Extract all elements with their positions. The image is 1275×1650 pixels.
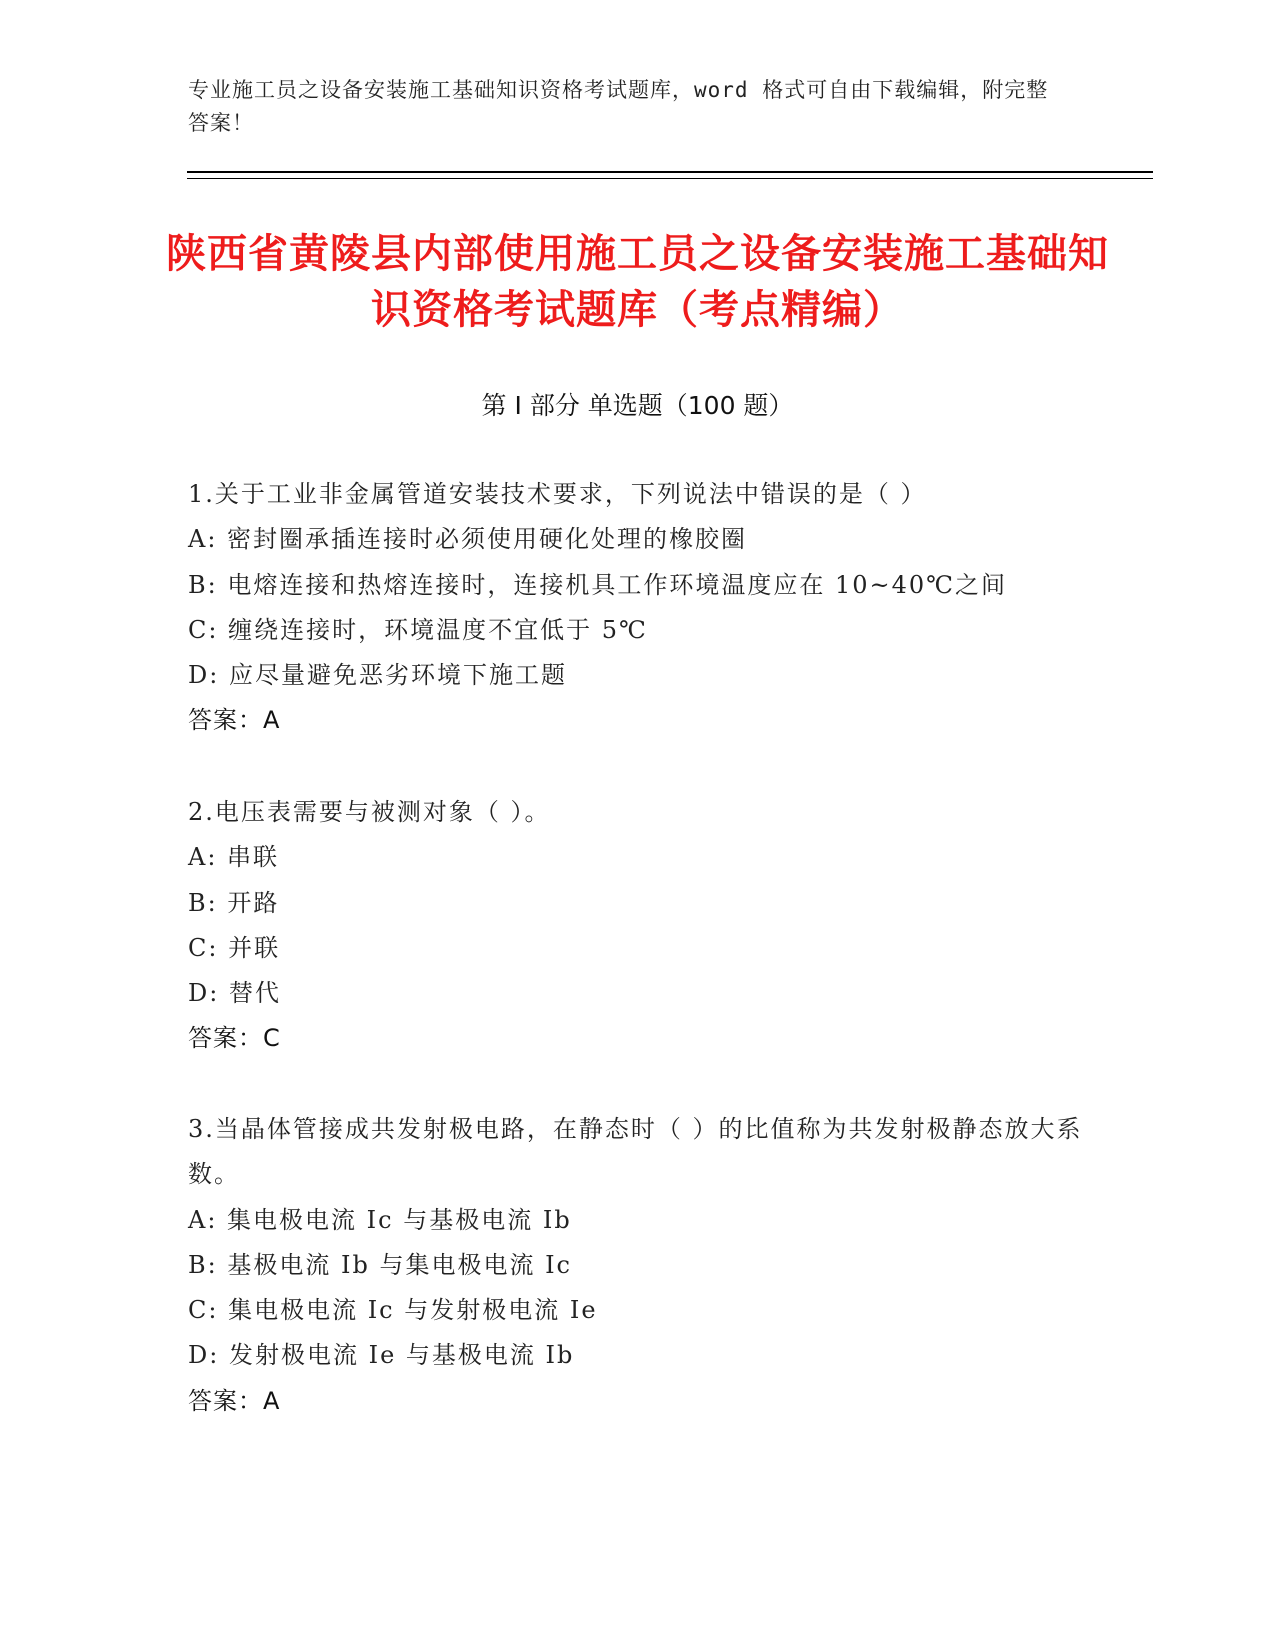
option-b: B: 开路 — [188, 888, 280, 917]
answer-label: 答案：A — [188, 1386, 281, 1415]
question-stem: 2.电压表需要与被测对象（ ）。 — [188, 798, 551, 826]
option-b: B: 电熔连接和热熔连接时，连接机具工作环境温度应在 10~40℃之间 — [188, 570, 1008, 599]
option-c: C: 并联 — [188, 933, 281, 962]
answer-label: 答案：A — [188, 706, 281, 735]
option-c: C: 缠绕连接时，环境温度不宜低于 5℃ — [188, 615, 648, 644]
header-note: 专业施工员之设备安装施工基础知识资格考试题库，word 格式可自由下载编辑，附完整答案！ — [188, 78, 1049, 135]
header-divider-thin — [187, 178, 1153, 179]
answer-label: 答案：C — [188, 1024, 281, 1053]
option-b: B: 基极电流 Ib 与集电极电流 Ic — [188, 1250, 573, 1279]
option-d: D: 替代 — [188, 979, 281, 1008]
question-block — [188, 472, 1088, 744]
question-block — [188, 790, 1088, 1062]
option-a: A: 串联 — [188, 843, 280, 872]
question-stem: 3.当晶体管接成共发射极电路，在静态时（ ）的比值称为共发射极静态放大系数。 — [188, 1115, 1083, 1189]
option-d: D: 应尽量避免恶劣环境下施工题 — [188, 661, 567, 690]
option-a: A: 集电极电流 Ic 与基极电流 Ib — [188, 1205, 572, 1234]
question-stem: 1.关于工业非金属管道安装技术要求，下列说法中错误的是（ ） — [188, 480, 927, 508]
option-a: A: 密封圈承插连接时必须使用硬化处理的橡胶圈 — [188, 525, 748, 554]
header-divider-thick — [187, 171, 1153, 173]
section-heading: 第 I 部分 单选题（100 题） — [481, 391, 794, 420]
question-block — [188, 1107, 1088, 1424]
option-d: D: 发射极电流 Ie 与基极电流 Ib — [188, 1341, 575, 1370]
option-c: C: 集电极电流 Ic 与发射极电流 Ie — [188, 1296, 598, 1325]
document-title: 陕西省黄陵县内部使用施工员之设备安装施工基础知识资格考试题库（考点精编） — [166, 231, 1109, 333]
